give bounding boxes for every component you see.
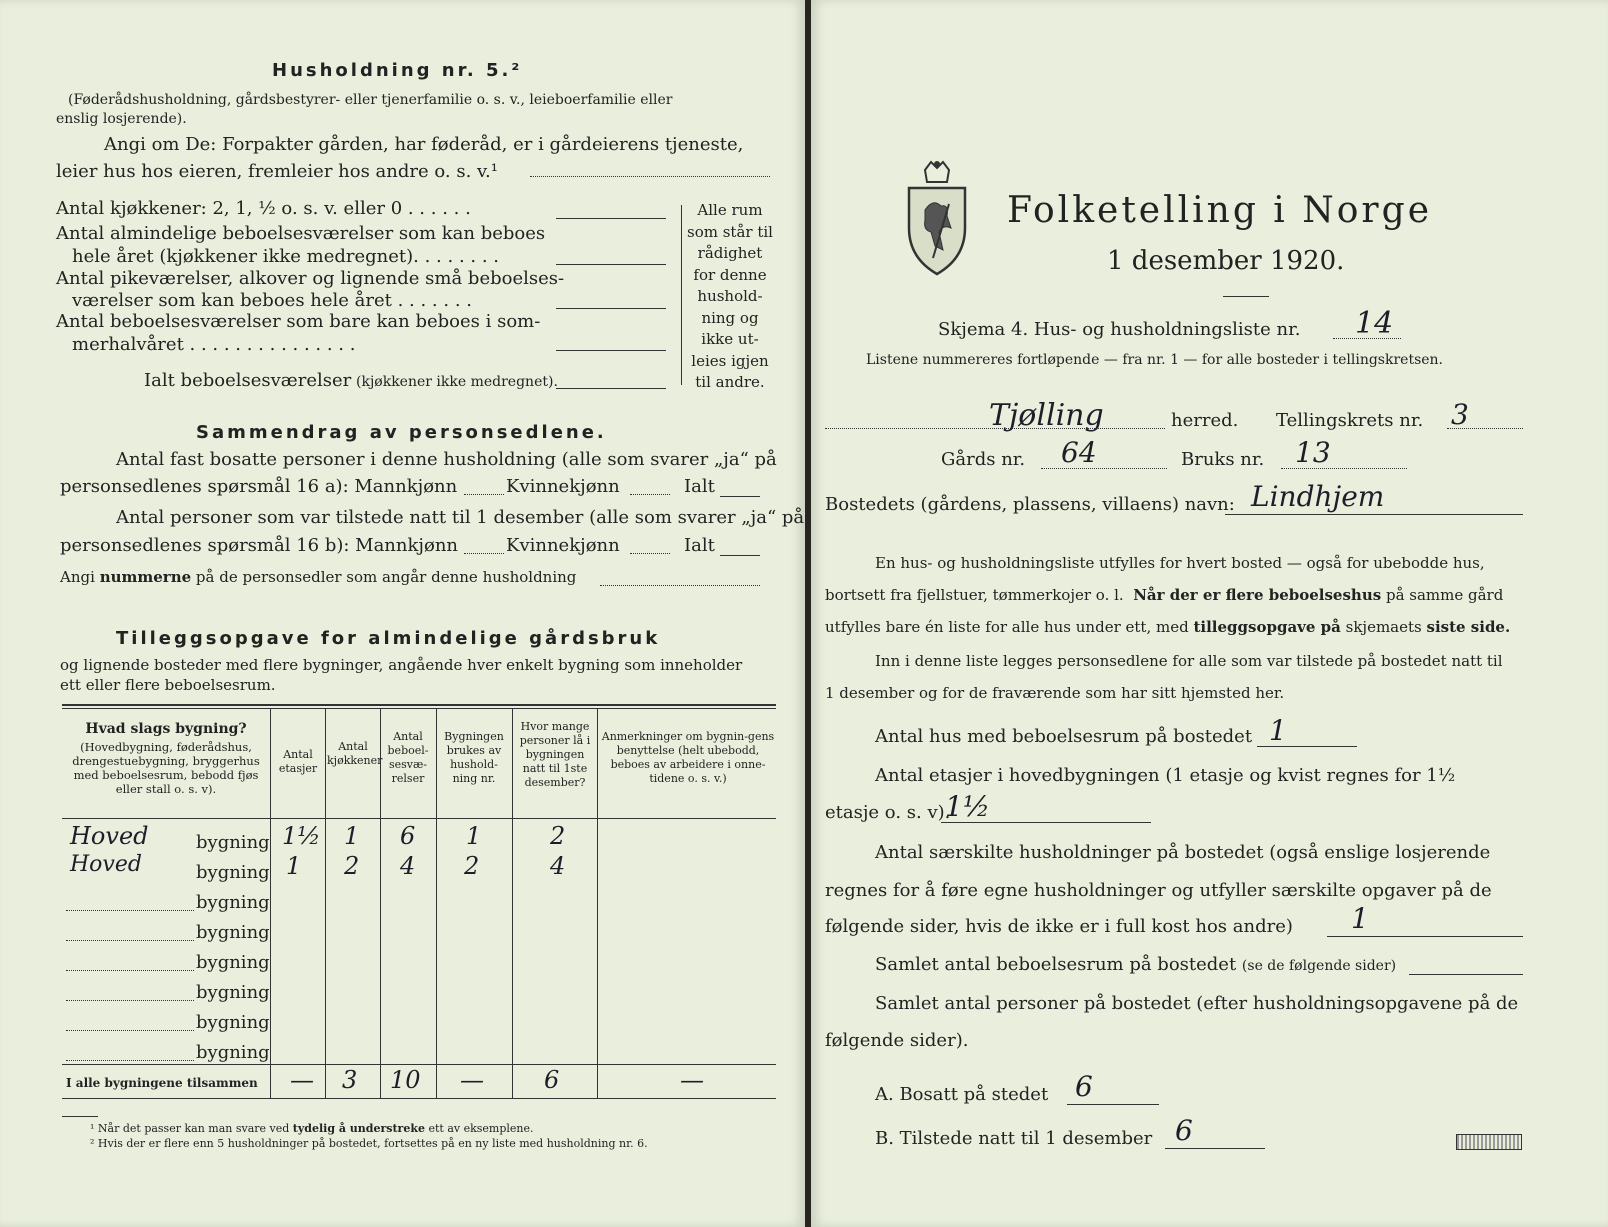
para1-line-1: En hus- og husholdningsliste utfylles for hvert bosted — også for ubebodde hus, <box>875 554 1485 572</box>
bosatt-value: 6 <box>1075 1070 1093 1103</box>
header-kind: Hvad slags bygning? <box>85 721 247 737</box>
row-2-label: bygning <box>196 862 270 883</box>
para1-line-2: bortsett fra fjellstuer, tømmerkojer o. l. Når der er flere beboelseshus på samme gård <box>825 586 1504 604</box>
header-kind-note: (Hovedbygning, føderådshus, drengestuebygning, bryggerhus med beboelsesrum, bebodd fjøs eller stall o. s. v). <box>72 740 260 796</box>
header-vaerelser: Antal beboel-sesvæ-relser <box>387 730 429 785</box>
antal-hus-label: Antal hus med beboelsesrum på bostedet <box>875 726 1253 747</box>
total-anm: — <box>680 1066 704 1094</box>
row-1-pers: 2 <box>550 822 566 850</box>
summary-line-1: Antal fast bosatte personer i denne husholdning (alle som svarer „ja“ på <box>116 449 777 470</box>
row-1-kind: Hoved <box>70 822 149 850</box>
intro-line-1: (Føderådshusholdning, gårdsbestyrer- eller tjenerfamilie o. s. v., leieboerfamilie eller <box>68 92 673 108</box>
hush-line-3: følgende sider, hvis de ikke er i full kost hos andre) <box>825 916 1293 937</box>
gards-label: Gårds nr. <box>941 449 1026 470</box>
total-hush: — <box>460 1066 484 1094</box>
rooms-ordinary-2: hele året (kjøkkener ikke medregnet). . . . . . . . <box>72 246 499 267</box>
intro-line-2: enslig losjerende). <box>56 111 187 127</box>
angi-line-2: leier hus hos eieren, fremleier hos andre o. s. v.¹ <box>56 161 498 182</box>
right-page <box>811 0 1608 1227</box>
tillegg-title: Tilleggsopgave for almindelige gårdsbruk <box>116 628 661 649</box>
summary-kvinne-1: Kvinnekjønn <box>506 476 620 497</box>
rooms-summer-1: Antal beboelsesværelser som bare kan beboes i som- <box>56 311 541 332</box>
total-etasjer: — <box>290 1066 314 1094</box>
summary-kvinne-2: Kvinnekjønn <box>506 535 620 556</box>
samlet-rum-label: Samlet antal beboelsesrum på bostedet (se de følgende sider) <box>875 954 1397 975</box>
rooms-total-note: (kjøkkener ikke medregnet). <box>356 374 558 390</box>
tellingskrets-label: Tellingskrets nr. <box>1276 410 1424 431</box>
header-kjokkener: Antal kjøkkener <box>327 740 383 767</box>
skjema-number: 14 <box>1355 306 1394 341</box>
summary-line-4: personsedlenes spørsmål 16 b): Mannkjønn <box>60 535 459 556</box>
total-kjokken: 3 <box>342 1066 358 1094</box>
row-2-pers: 4 <box>550 852 566 880</box>
rooms-side-note: Alle rum som står til rådighet for denne hushold- ning og ikke ut- leies igjen til andre. <box>687 201 773 391</box>
census-title: Folketelling i Norge <box>1007 190 1432 231</box>
row-1-hush: 1 <box>466 822 482 850</box>
total-pers: 6 <box>544 1066 560 1094</box>
total-vaerelser: 10 <box>390 1066 421 1094</box>
gards-value: 64 <box>1061 436 1097 469</box>
header-anmerkninger: Anmerkninger om bygnin-gens benyttelse (helt ubebodd, beboes av arbeidere i onne-tidene o. s. v.) <box>601 730 775 785</box>
angi-line-1: Angi om De: Forpakter gården, har føderåd, er i gårdeierens tjeneste, <box>104 134 744 155</box>
rooms-summer-2: merhalvåret . . . . . . . . . . . . . . . <box>72 334 356 355</box>
summary-ialt-1: Ialt <box>684 476 715 497</box>
row-1-etasjer: 1½ <box>282 822 321 850</box>
tilstede-label: B. Tilstede natt til 1 desember <box>875 1128 1153 1149</box>
footnote-2: ² Hvis der er flere enn 5 husholdninger på bostedet, fortsettes på en ny liste med husholdning nr. 6. <box>90 1137 648 1150</box>
summary-line-3: Antal personer som var tilstede natt til 1 desember (alle som svarer „ja“ på <box>116 507 805 528</box>
row-2-hush: 2 <box>464 852 480 880</box>
rooms-kitchens: Antal kjøkkener: 2, 1, ½ o. s. v. eller 0 . . . . . . <box>56 198 471 219</box>
rooms-small-2: værelser som kan beboes hele året . . . . . . . <box>72 290 472 311</box>
listene-note: Listene nummereres fortløpende — fra nr. 1 — for alle bosteder i tellingskretsen. <box>866 352 1444 368</box>
angi-answer-line <box>530 176 770 177</box>
tillegg-line-2: ett eller flere beboelsesrum. <box>60 676 276 694</box>
row-2-vaerelser: 4 <box>400 852 416 880</box>
row-1-vaerelser: 6 <box>400 822 416 850</box>
tilstede-value: 6 <box>1175 1114 1193 1147</box>
census-date: 1 desember 1920. <box>1107 246 1345 276</box>
row-2-kind: Hoved <box>70 852 142 877</box>
bruks-value: 13 <box>1295 436 1331 469</box>
row-7-label: bygning <box>196 1012 270 1033</box>
row-3-label: bygning <box>196 892 270 913</box>
row-1-label: bygning <box>196 832 270 853</box>
para2-line-1: Inn i denne liste legges personsedlene for alle som var tilstede på bostedet natt til <box>875 652 1503 670</box>
rooms-total-label: Ialt beboelsesværelser <box>144 370 352 391</box>
row-1-kjokken: 1 <box>344 822 360 850</box>
antal-hus-value: 1 <box>1269 714 1287 747</box>
samlet-pers-line-2: følgende sider). <box>825 1030 969 1051</box>
footnote-1: ¹ Når det passer kan man svare ved tydelig å understreke ett av eksemplene. <box>90 1122 534 1135</box>
etasjer-line-2: etasje o. s. v). <box>825 802 951 823</box>
header-personer: Hvor mange personer lå i bygningen natt til 1ste desember? <box>519 720 591 789</box>
header-husholdning: Bygningen brukes av hushold-ning nr. <box>444 730 504 785</box>
row-5-label: bygning <box>196 952 270 973</box>
summary-ialt-2: Ialt <box>684 535 715 556</box>
hush-line-1: Antal særskilte husholdninger på bostedet (også enslige losjerende <box>875 842 1491 863</box>
coat-of-arms-icon <box>903 158 971 278</box>
etasjer-value: 1½ <box>945 790 990 823</box>
herred-value: Tjølling <box>989 398 1104 433</box>
hush-line-2: regnes for å føre egne husholdninger og utfyller særskilte opgaver på de <box>825 880 1492 901</box>
skjema-label: Skjema 4. Hus- og husholdningsliste nr. <box>938 319 1301 340</box>
row-4-label: bygning <box>196 922 270 943</box>
angi-nummerne: Angi nummerne på de personsedler som angår denne husholdning <box>60 568 577 586</box>
summary-line-2: personsedlenes spørsmål 16 a): Mannkjønn <box>60 476 458 497</box>
row-2-kjokken: 2 <box>344 852 360 880</box>
para2-line-2: 1 desember og for de fraværende som har sitt hjemsted her. <box>825 684 1285 702</box>
bosted-label: Bostedets (gårdens, plassens, villaens) navn: <box>825 494 1235 515</box>
summary-title: Sammendrag av personsedlene. <box>196 422 607 443</box>
rooms-small-1: Antal pikeværelser, alkover og lignende små beboelses- <box>56 268 565 289</box>
bosted-value: Lindhjem <box>1251 480 1385 513</box>
row-8-label: bygning <box>196 1042 270 1063</box>
herred-label: herred. <box>1171 410 1239 431</box>
samlet-pers-line-1: Samlet antal personer på bostedet (efter husholdningsopgavene på de <box>875 993 1519 1014</box>
row-6-label: bygning <box>196 982 270 1003</box>
tellingskrets-value: 3 <box>1451 398 1469 431</box>
tillegg-line-1: og lignende bosteder med flere bygninger, angående hver enkelt bygning som inneholder <box>60 656 743 674</box>
printer-stamp <box>1456 1134 1522 1150</box>
header-etasjer: Antal etasjer <box>278 748 318 775</box>
row-2-etasjer: 1 <box>286 852 302 880</box>
bruks-label: Bruks nr. <box>1181 449 1265 470</box>
bosatt-label: A. Bosatt på stedet <box>875 1084 1049 1105</box>
rooms-ordinary-1: Antal almindelige beboelsesværelser som kan beboes <box>56 223 546 244</box>
household-title: Husholdning nr. 5.² <box>272 60 523 81</box>
para1-line-3: utfylles bare én liste for alle hus under ett, med tilleggsopgave på skjemaets siste side. <box>825 618 1511 636</box>
total-label: I alle bygningene tilsammen <box>66 1076 258 1090</box>
etasjer-line-1: Antal etasjer i hovedbygningen (1 etasje og kvist regnes for 1½ <box>875 765 1456 786</box>
hush-value: 1 <box>1351 902 1369 935</box>
